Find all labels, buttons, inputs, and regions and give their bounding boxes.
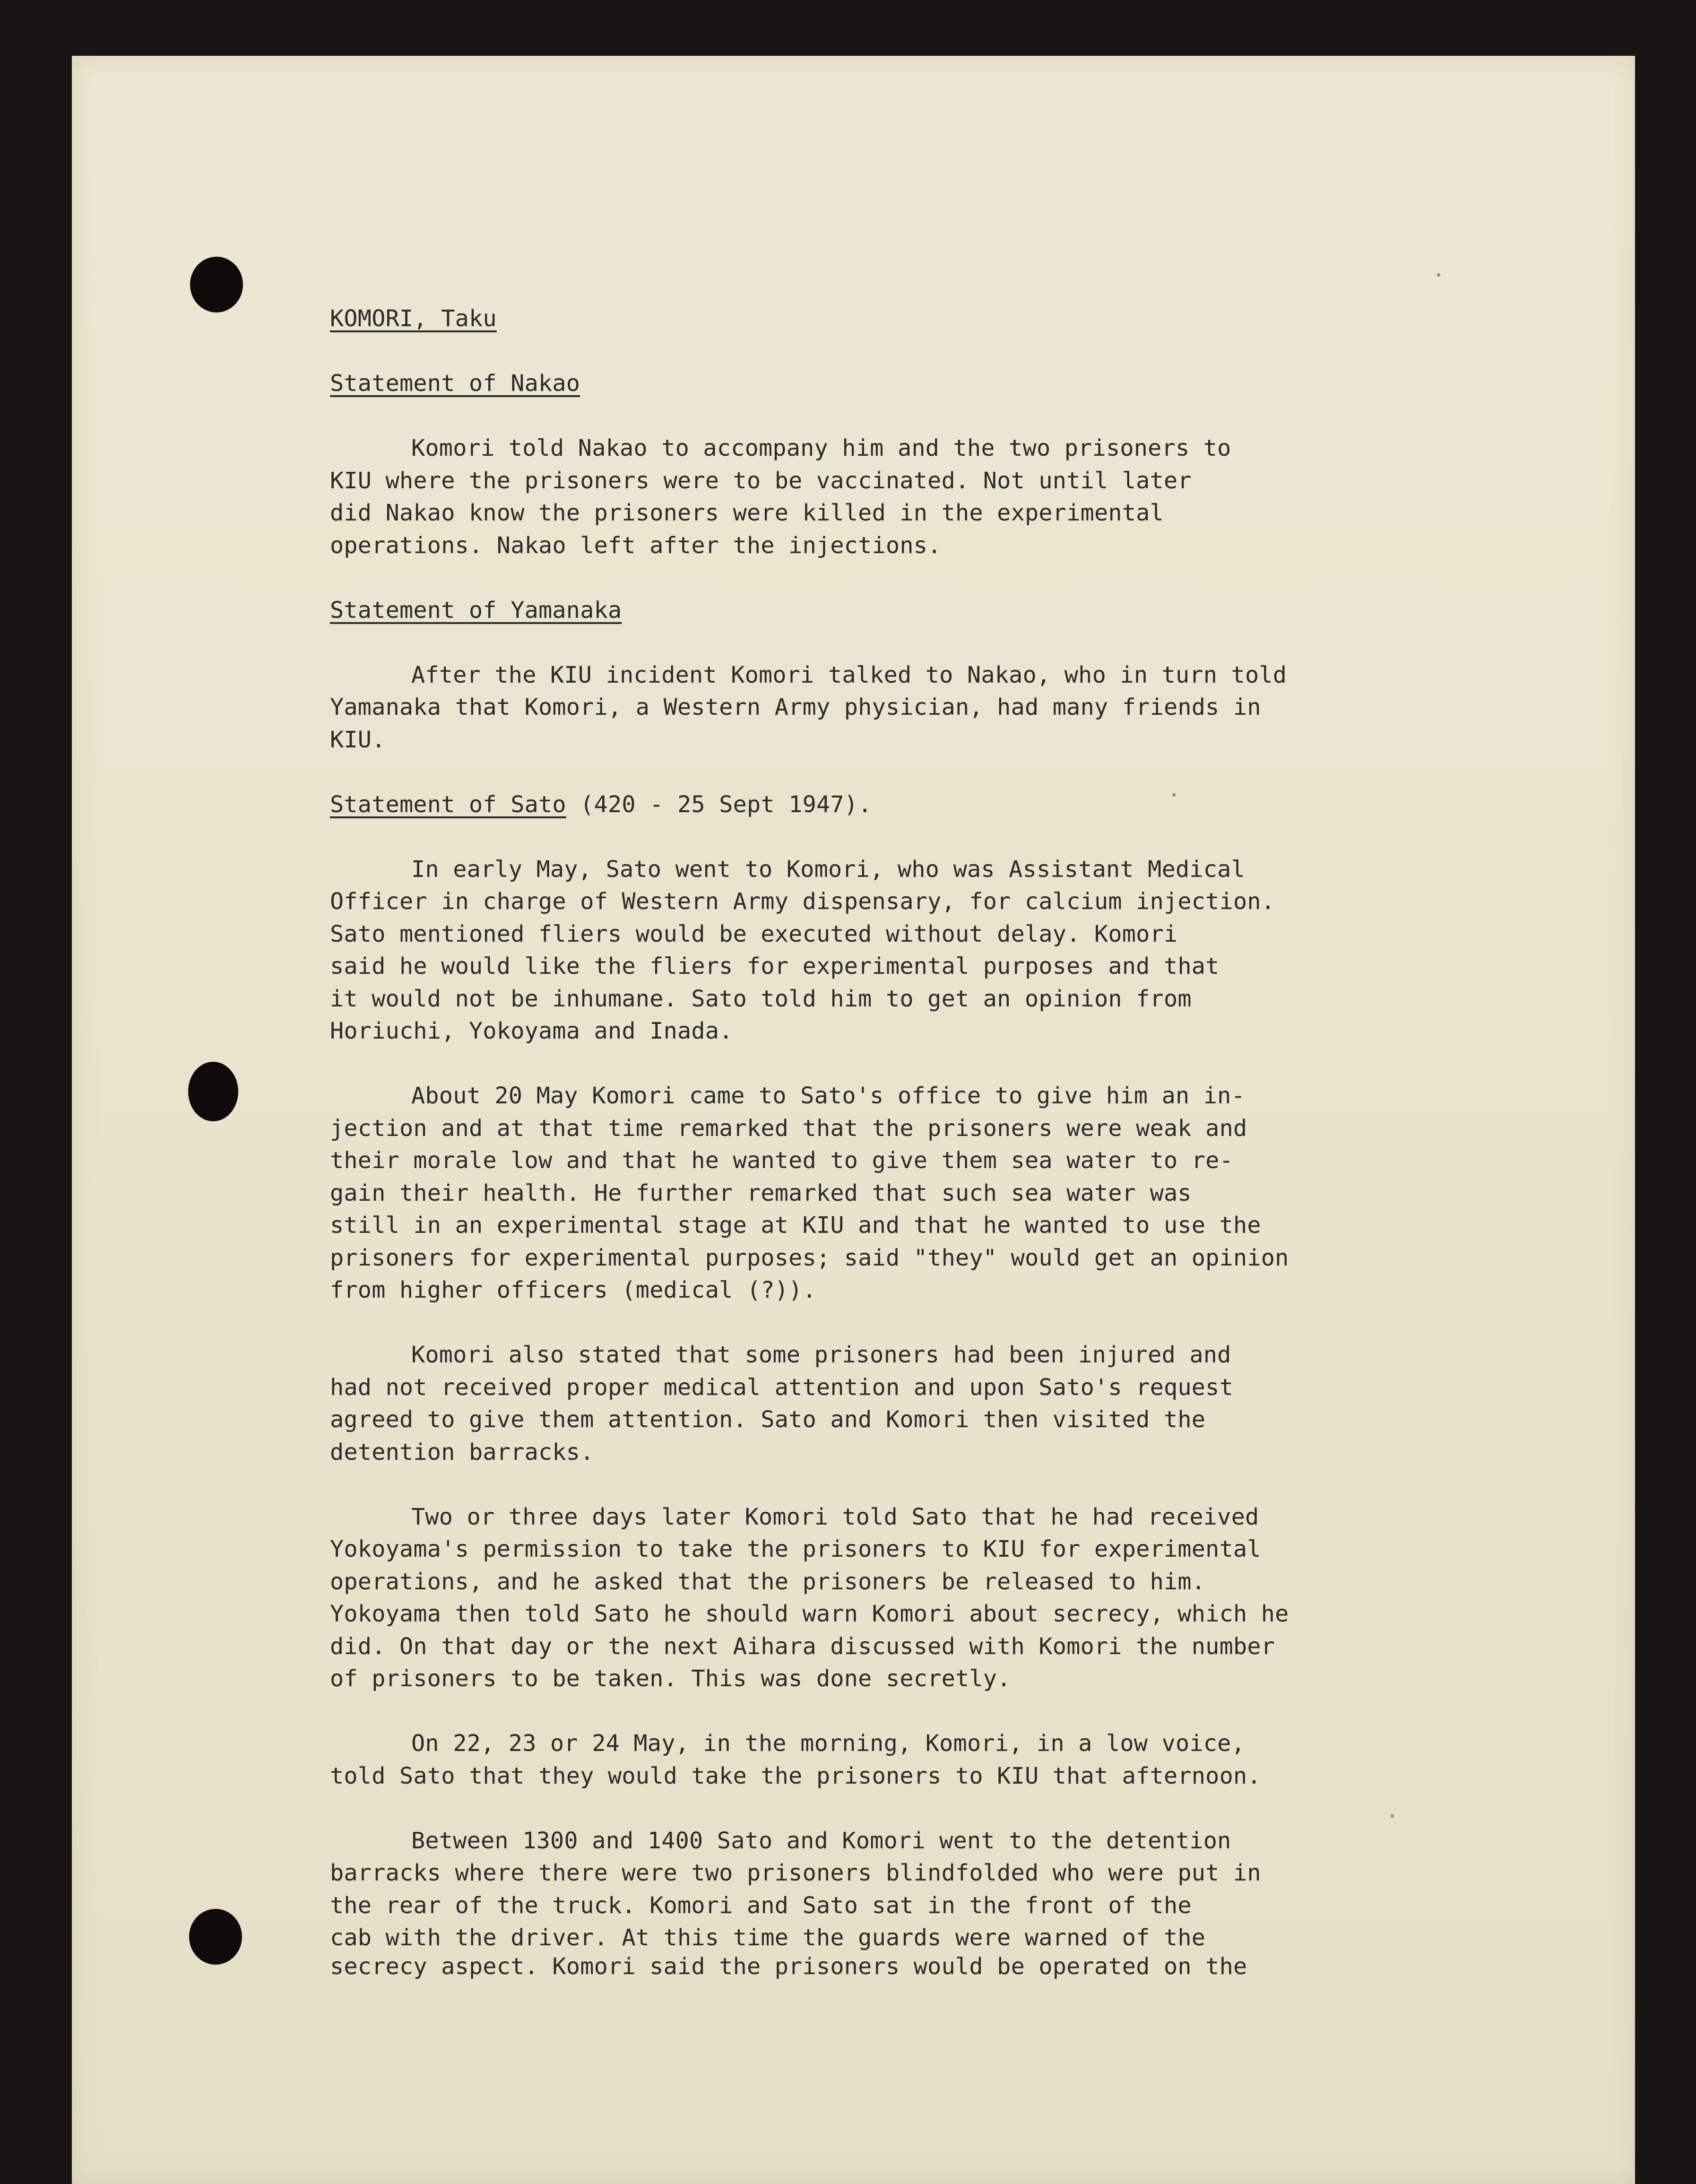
section-heading — [330, 367, 1474, 400]
text-line: said he would like the fliers for experimental purposes and that — [330, 953, 1220, 979]
text-line: Officer in charge of Western Army dispensary, for calcium injection. — [330, 888, 1275, 915]
section-heading — [330, 594, 1474, 627]
statement-paragraph — [330, 1727, 1474, 1792]
statement-paragraph — [330, 659, 1474, 756]
statement-section — [330, 789, 1474, 1983]
statement-paragraph — [330, 1080, 1474, 1307]
text-line: cab with the driver. At this time the guards were warned of the — [330, 1924, 1206, 1951]
text-line: jection and at that time remarked that the prisoners were weak and — [330, 1115, 1247, 1142]
text-line: Yokoyama's permission to take the prisoners to KIU for experimental — [330, 1536, 1261, 1562]
text-line: Komori also stated that some prisoners had been injured and — [411, 1342, 1231, 1368]
text-line: Komori told Nakao to accompany him and the two prisoners to — [411, 435, 1231, 461]
text-line: After the KIU incident Komori talked to Nakao, who in turn told — [411, 661, 1287, 688]
statement-paragraph — [330, 432, 1474, 562]
text-line: it would not be inhumane. Sato told him to get an opinion from — [330, 985, 1192, 1012]
punch-hole — [189, 1909, 242, 1965]
text-line: Yamanaka that Komori, a Western Army physician, had many friends in — [330, 694, 1261, 720]
text-line: had not received proper medical attention and upon Sato's request — [330, 1374, 1233, 1401]
punch-hole — [190, 257, 243, 312]
section-heading-underlined: Statement of Yamanaka — [330, 597, 622, 624]
text-line: prisoners for experimental purposes; said "they" would get an opinion — [330, 1244, 1289, 1271]
statement-sections — [330, 367, 1474, 1983]
text-line: agreed to give them attention. Sato and Komori then visited the — [330, 1406, 1206, 1433]
section-heading-underlined: Statement of Nakao — [330, 370, 580, 397]
text-line: In early May, Sato went to Komori, who was Assistant Medical — [411, 856, 1245, 883]
text-line: barracks where there were two prisoners blindfolded who were put in — [330, 1860, 1261, 1886]
text-line: told Sato that they would take the prisoners to KIU that afternoon. — [330, 1762, 1261, 1789]
statement-section — [330, 367, 1474, 562]
section-heading-suffix: (420 - 25 Sept 1947). — [566, 791, 872, 818]
text-line: still in an experimental stage at KIU and that he wanted to use the — [330, 1212, 1261, 1239]
text-line: of prisoners to be taken. This was done secretly. — [330, 1665, 1011, 1692]
typed-statement — [330, 303, 1474, 2015]
section-heading — [330, 789, 1474, 821]
text-line: did. On that day or the next Aihara discussed with Komori the number — [330, 1633, 1275, 1660]
text-line: operations. Nakao left after the injections. — [330, 532, 942, 559]
text-line: detention barracks. — [330, 1439, 594, 1465]
section-heading-underlined: Statement of Sato — [330, 791, 566, 818]
document-title: KOMORI, Taku — [330, 305, 497, 332]
text-line: KIU. — [330, 726, 386, 753]
statement-paragraph — [330, 1825, 1474, 1983]
text-line: KIU where the prisoners were to be vaccinated. Not until later — [330, 467, 1192, 494]
text-line: On 22, 23 or 24 May, in the morning, Komori, in a low voice, — [411, 1730, 1245, 1757]
text-line: did Nakao know the prisoners were killed in the experimental — [330, 500, 1164, 526]
statement-paragraph — [330, 853, 1474, 1048]
text-line: Between 1300 and 1400 Sato and Komori went to the detention — [411, 1827, 1231, 1854]
paper-speck — [1437, 273, 1440, 277]
text-line: their morale low and that he wanted to give them sea water to re- — [330, 1147, 1233, 1174]
statement-section — [330, 594, 1474, 756]
text-line: Two or three days later Komori told Sato that he had received — [411, 1503, 1259, 1530]
text-line: the rear of the truck. Komori and Sato sat in the front of the — [330, 1892, 1192, 1919]
statement-paragraph — [330, 1501, 1474, 1695]
punch-hole — [188, 1062, 238, 1121]
text-line: from higher officers (medical (?)). — [330, 1277, 816, 1303]
statement-paragraph — [330, 1339, 1474, 1468]
text-line: Yokoyama then told Sato he should warn Komori about secrecy, which he — [330, 1601, 1289, 1627]
text-line: gain their health. He further remarked that such sea water was — [330, 1179, 1192, 1206]
text-line: Sato mentioned fliers would be executed without delay. Komori — [330, 920, 1178, 947]
text-line: About 20 May Komori came to Sato's office to give him an in- — [411, 1083, 1245, 1109]
text-line: secrecy aspect. Komori said the prisoners would be operated on the — [330, 1953, 1247, 1980]
text-line: Horiuchi, Yokoyama and Inada. — [330, 1018, 733, 1044]
text-line: operations, and he asked that the prisoners be released to him. — [330, 1568, 1206, 1595]
